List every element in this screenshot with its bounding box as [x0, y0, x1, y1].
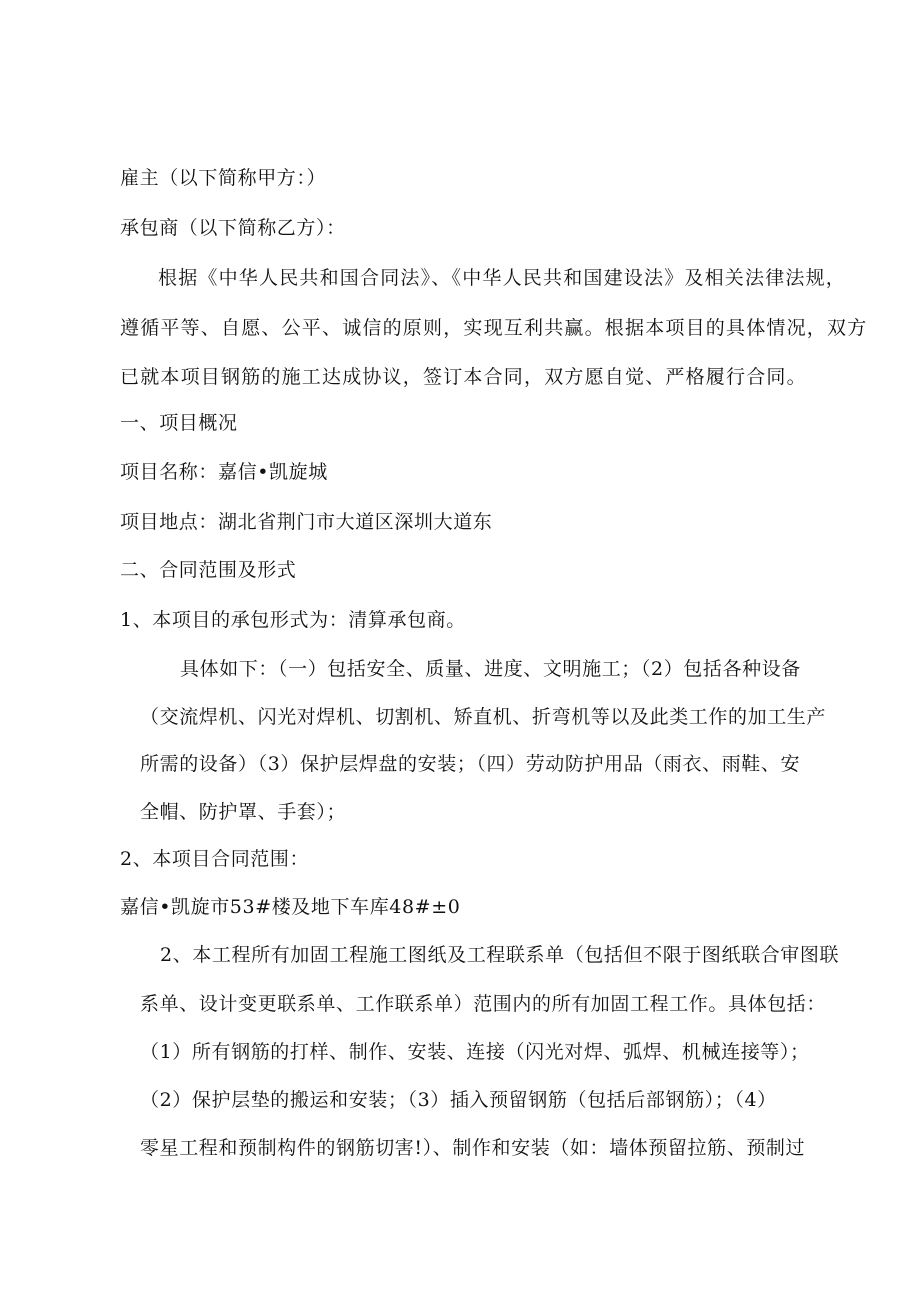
- preamble-line: 根据《中华人民共和国合同法》、《中华人民共和国建设法》及相关法律法规，: [158, 267, 847, 289]
- scope-detail-line: （2）保护层垫的搬运和安装；（3）插入预留钢筋（包括后部钢筋）；（4）: [140, 1089, 777, 1111]
- preamble-line: 遵循平等、自愿、公平、诚信的原则，实现互利共赢。根据本项目的具体情况，双方: [120, 317, 868, 339]
- detail-line: 所需的设备）（3）保护层焊盘的安装；（四）劳动防护用品（雨衣、雨鞋、安: [140, 753, 801, 775]
- project-name: 项目名称：嘉信•凯旋城: [120, 461, 328, 483]
- project-location: 项目地点：湖北省荆门市大道区深圳大道东: [120, 511, 493, 533]
- scope-detail-line: （1）所有钢筋的打样、制作、安装、连接（闪光对焊、弧焊、机械连接等）；: [140, 1041, 810, 1063]
- employer-label: 雇主（以下简称甲方：）: [120, 167, 327, 189]
- detail-line: （交流焊机、闪光对焊机、切割机、矫直机、折弯机等以及此类工作的加工生产: [140, 706, 827, 728]
- detail-line: 具体如下：（一）包括安全、质量、进度、文明施工；（2）包括各种设备: [180, 658, 801, 680]
- section2-heading: 二、合同范围及形式: [120, 559, 297, 581]
- contract-scope: 嘉信•凯旋市53#楼及地下车库48#±0: [120, 896, 461, 918]
- scope-detail-line: 零星工程和预制构件的钢筋切害!）、制作和安装（如：墙体预留拉筋、预制过: [140, 1137, 806, 1159]
- contract-form: 1、本项目的承包形式为：清算承包商。: [120, 609, 466, 631]
- contractor-label: 承包商（以下简称乙方）：: [120, 217, 346, 239]
- contract-scope-heading: 2、本项目合同范围：: [120, 848, 310, 870]
- detail-line: 全帽、防护罩、手套）；: [140, 801, 347, 823]
- section1-heading: 一、项目概况: [120, 412, 238, 434]
- scope-detail-line: 系单、设计变更联系单、工作联系单）范围内的所有加固工程工作。具体包括：: [140, 993, 827, 1015]
- scope-detail-line: 2、本工程所有加固工程施工图纸及工程联系单（包括但不限于图纸联合审图联: [160, 944, 840, 966]
- preamble-line: 已就本项目钢筋的施工达成协议，签订本合同，双方愿自觉、严格履行合同。: [120, 366, 807, 388]
